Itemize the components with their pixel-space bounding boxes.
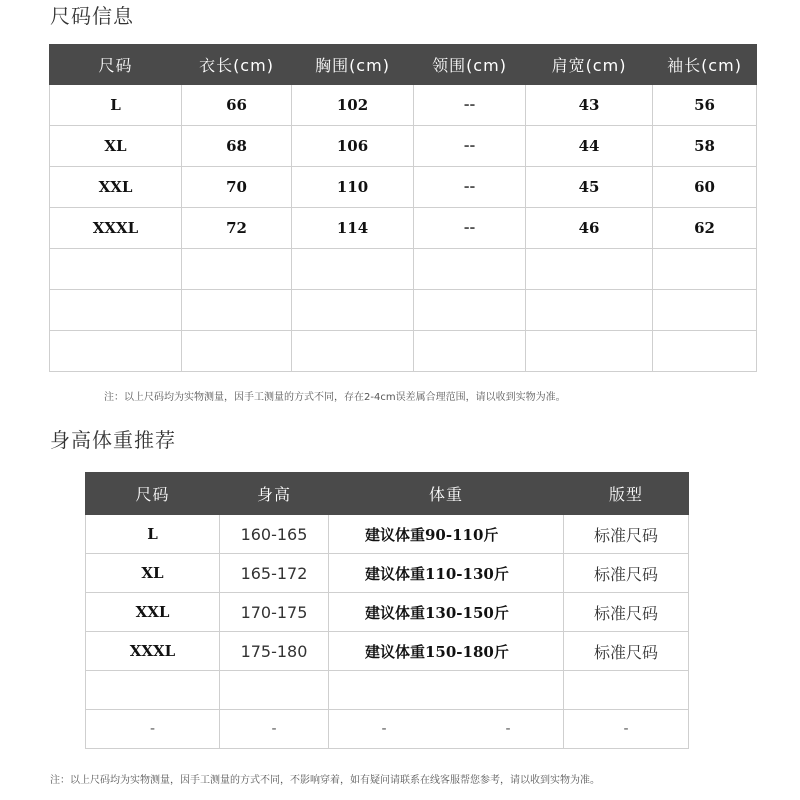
size-cell: XXL: [86, 593, 220, 632]
shoulder-cell: 46: [526, 208, 653, 249]
fit-cell: 标准尺码: [564, 593, 689, 632]
fit-cell: 标准尺码: [564, 632, 689, 671]
table-row-empty: [86, 671, 689, 710]
table-row: [50, 85, 757, 126]
dash-cell: -: [86, 710, 220, 749]
empty-cell: [292, 249, 414, 290]
header-length: 衣长(cm): [182, 45, 292, 85]
header-height: 身高: [220, 473, 329, 515]
size-cell: L: [50, 85, 182, 126]
dash-cell: -: [220, 710, 329, 749]
weight-cell: 建议体重90-110斤: [329, 515, 564, 554]
shoulder-cell: 45: [526, 167, 653, 208]
header-collar: 领围(cm): [414, 45, 526, 85]
dash-cell: [329, 710, 564, 749]
height-cell: 175-180: [220, 632, 329, 671]
size-cell: XXXL: [86, 632, 220, 671]
empty-cell: [564, 671, 689, 710]
table-row: [86, 554, 689, 593]
header-shoulder: 肩宽(cm): [526, 45, 653, 85]
recommendation-header-row: [86, 473, 689, 515]
empty-cell: [653, 290, 757, 331]
size-cell: XXXL: [50, 208, 182, 249]
empty-cell: [329, 671, 564, 710]
collar-cell: --: [414, 208, 526, 249]
size-cell: XL: [50, 126, 182, 167]
size-cell: XXL: [50, 167, 182, 208]
sleeve-cell: 56: [653, 85, 757, 126]
table-row: [50, 126, 757, 167]
table-row: [50, 167, 757, 208]
empty-cell: [414, 331, 526, 372]
empty-cell: [653, 331, 757, 372]
height-cell: 160-165: [220, 515, 329, 554]
table-row: [86, 632, 689, 671]
collar-cell: --: [414, 126, 526, 167]
length-cell: 70: [182, 167, 292, 208]
header-size: 尺码: [86, 473, 220, 515]
weight-cell: 建议体重110-130斤: [329, 554, 564, 593]
empty-cell: [292, 331, 414, 372]
shoulder-cell: 43: [526, 85, 653, 126]
table-row-empty: [50, 290, 757, 331]
empty-cell: [526, 290, 653, 331]
table-row-dashes: [86, 710, 689, 749]
weight-cell: 建议体重150-180斤: [329, 632, 564, 671]
empty-cell: [50, 249, 182, 290]
empty-cell: [653, 249, 757, 290]
header-fit: 版型: [564, 473, 689, 515]
fit-cell: 标准尺码: [564, 554, 689, 593]
size-table: [49, 44, 757, 372]
empty-cell: [182, 249, 292, 290]
recommendation-heading: 身高体重推荐: [50, 428, 176, 452]
length-cell: 68: [182, 126, 292, 167]
header-sleeve: 袖长(cm): [653, 45, 757, 85]
fit-cell: 标准尺码: [564, 515, 689, 554]
size-info-heading: 尺码信息: [50, 4, 134, 28]
recommendation-note: 注：以上尺码均为实物测量，因手工测量的方式不同，不影响穿着，如有疑问请联系在线客服帮您参考，请以收到实物为准。: [50, 775, 600, 786]
dash-text: -: [505, 721, 511, 737]
shoulder-cell: 44: [526, 126, 653, 167]
empty-cell: [414, 249, 526, 290]
table-row: [86, 593, 689, 632]
chest-cell: 102: [292, 85, 414, 126]
length-cell: 72: [182, 208, 292, 249]
table-row-empty: [50, 249, 757, 290]
sleeve-cell: 62: [653, 208, 757, 249]
recommendation-table: [85, 472, 689, 749]
chest-cell: 110: [292, 167, 414, 208]
size-cell: L: [86, 515, 220, 554]
size-table-header-row: [50, 45, 757, 85]
length-cell: 66: [182, 85, 292, 126]
table-row-empty: [50, 331, 757, 372]
sleeve-cell: 60: [653, 167, 757, 208]
sleeve-cell: 58: [653, 126, 757, 167]
empty-cell: [50, 331, 182, 372]
empty-cell: [414, 290, 526, 331]
weight-cell: 建议体重130-150斤: [329, 593, 564, 632]
table-row: [50, 208, 757, 249]
dash-text: -: [381, 721, 387, 737]
size-cell: XL: [86, 554, 220, 593]
table-row: [86, 515, 689, 554]
header-weight: 体重: [329, 473, 564, 515]
height-cell: 170-175: [220, 593, 329, 632]
empty-cell: [220, 671, 329, 710]
empty-cell: [526, 331, 653, 372]
empty-cell: [86, 671, 220, 710]
empty-cell: [526, 249, 653, 290]
empty-cell: [50, 290, 182, 331]
collar-cell: --: [414, 85, 526, 126]
empty-cell: [292, 290, 414, 331]
header-chest: 胸围(cm): [292, 45, 414, 85]
chest-cell: 114: [292, 208, 414, 249]
height-cell: 165-172: [220, 554, 329, 593]
collar-cell: --: [414, 167, 526, 208]
dash-cell: -: [564, 710, 689, 749]
empty-cell: [182, 331, 292, 372]
chest-cell: 106: [292, 126, 414, 167]
size-note: 注：以上尺码均为实物测量，因手工测量的方式不同，存在2-4cm误差属合理范围，请以收到实物为准。: [104, 392, 566, 403]
empty-cell: [182, 290, 292, 331]
header-size: 尺码: [50, 45, 182, 85]
